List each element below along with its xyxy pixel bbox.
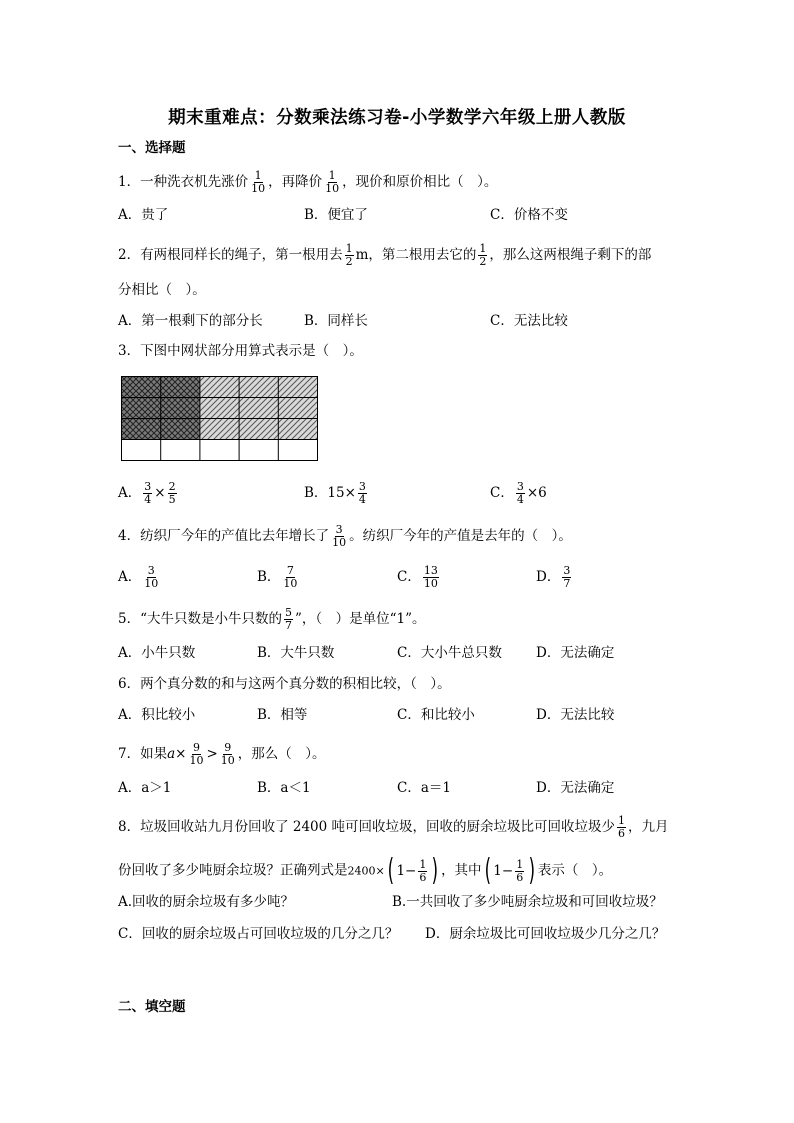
fraction: $\frac{1}{10}$ bbox=[325, 169, 340, 195]
fraction: $\frac{1}{10}$ bbox=[251, 169, 266, 195]
q8-option-b[interactable]: B.一共回收了多少吨厨余垃圾和可回收垃圾？ bbox=[392, 894, 663, 910]
q6-option-a[interactable]: A．积比较小 bbox=[118, 707, 196, 723]
q8-option-a[interactable]: A.回收的厨余垃圾有多少吨？ bbox=[118, 894, 295, 910]
q7-option-d[interactable]: D．无法确定 bbox=[536, 780, 615, 796]
q5-option-b[interactable]: B．大牛只数 bbox=[257, 645, 335, 661]
q2-option-c[interactable]: C．无法比较 bbox=[490, 313, 568, 329]
q7-option-b[interactable]: B．a＜1 bbox=[257, 780, 311, 796]
q3-option-b[interactable]: B．15× $\frac{3}{4}$ bbox=[304, 480, 366, 506]
question-6: 6．两个真分数的和与这两个真分数的积相比较，（ ）。 bbox=[118, 676, 451, 692]
q1-option-b[interactable]: B．便宜了 bbox=[304, 207, 368, 223]
q1-option-a[interactable]: A．贵了 bbox=[118, 207, 169, 223]
question-7: 7．如果a× $\frac{9}{10}$ > $\frac{9}{10}$ ，那么（ ）。 bbox=[118, 741, 326, 767]
fraction: $\frac{1}{2}$ bbox=[345, 242, 353, 268]
question-3: 3．下图中网状部分用算式表示是（ ）。 bbox=[118, 343, 363, 359]
q4-option-b[interactable]: B． $\frac{7}{10}$ bbox=[257, 564, 298, 590]
q8-option-d[interactable]: D．厨余垃圾比可回收垃圾少几分之几？ bbox=[425, 926, 666, 942]
q6-option-b[interactable]: B．相等 bbox=[257, 707, 308, 723]
q1-text: 1．一种洗衣机先涨价 bbox=[118, 174, 249, 190]
q1-option-c[interactable]: C．价格不变 bbox=[490, 207, 568, 223]
q4-option-c[interactable]: C． $\frac{13}{10}$ bbox=[397, 564, 438, 590]
q5-option-a[interactable]: A．小牛只数 bbox=[118, 645, 196, 661]
q7-option-c[interactable]: C．a＝1 bbox=[397, 780, 451, 796]
question-5: 5．“大牛只数是小牛只数的 $\frac{5}{7}$ ”，（ ）是单位“1”。 bbox=[118, 606, 426, 632]
q4-option-a[interactable]: A． $\frac{3}{10}$ bbox=[118, 564, 159, 590]
question-4: 4．纺织厂今年的产值比去年增长了 $\frac{3}{10}$ 。纺织厂今年的产值是去年的（ ）。 bbox=[118, 523, 572, 549]
question-2-line-2: 分相比（ ）。 bbox=[118, 282, 206, 298]
question-8: 8．垃圾回收站九月份回收了 2400 吨可回收垃圾，回收的厨余垃圾比可回收垃圾少 $\frac{1}{6}$ ，九月 bbox=[118, 814, 669, 840]
fraction: $\frac{1}{2}$ bbox=[479, 242, 487, 268]
q5-option-c[interactable]: C．大小牛总只数 bbox=[397, 645, 502, 661]
q4-option-d[interactable]: D． $\frac{3}{7}$ bbox=[536, 564, 571, 590]
q8-option-c[interactable]: C．回收的厨余垃圾占可回收垃圾的几分之几？ bbox=[118, 926, 399, 942]
q2-option-a[interactable]: A．第一根剩下的部分长 bbox=[118, 313, 263, 329]
page-title: 期末重难点：分数乘法练习卷-小学数学六年级上册人教版 bbox=[168, 108, 626, 128]
q6-option-c[interactable]: C．和比较小 bbox=[397, 707, 475, 723]
question-2: 2．有两根同样长的绳子，第一根用去 $\frac{1}{2}$ m，第二根用去它的 $\frac{1}{2}$ ，那么这两根绳子剩下的部 bbox=[118, 242, 652, 268]
q7-option-a[interactable]: A．a＞1 bbox=[118, 780, 172, 796]
q3-option-a[interactable]: A． $\frac{3}{4}$ × $\frac{2}{5}$ bbox=[118, 480, 176, 506]
q3-option-c[interactable]: C． $\frac{3}{4}$ ×6 bbox=[490, 480, 547, 506]
q6-option-d[interactable]: D．无法比较 bbox=[536, 707, 615, 723]
section-heading-choice: 一、选择题 bbox=[118, 140, 186, 156]
q5-option-d[interactable]: D．无法确定 bbox=[536, 645, 615, 661]
hatched-grid-figure bbox=[121, 376, 320, 462]
question-1: 1．一种洗衣机先涨价 $\frac{1}{10}$ ，再降价 $\frac{1}{10}$ ，现价和原价相比（ ）。 bbox=[118, 169, 498, 195]
q2-option-b[interactable]: B．同样长 bbox=[304, 313, 368, 329]
question-8-line-2: 份回收了多少吨厨余垃圾？正确列式是2400× ( 1 − $\frac{1}{6}$ ) ，其中 ( 1 − $\frac{1}{6}$ ) 表示（ ）。 bbox=[118, 853, 613, 888]
section-heading-fill: 二、填空题 bbox=[118, 999, 186, 1015]
